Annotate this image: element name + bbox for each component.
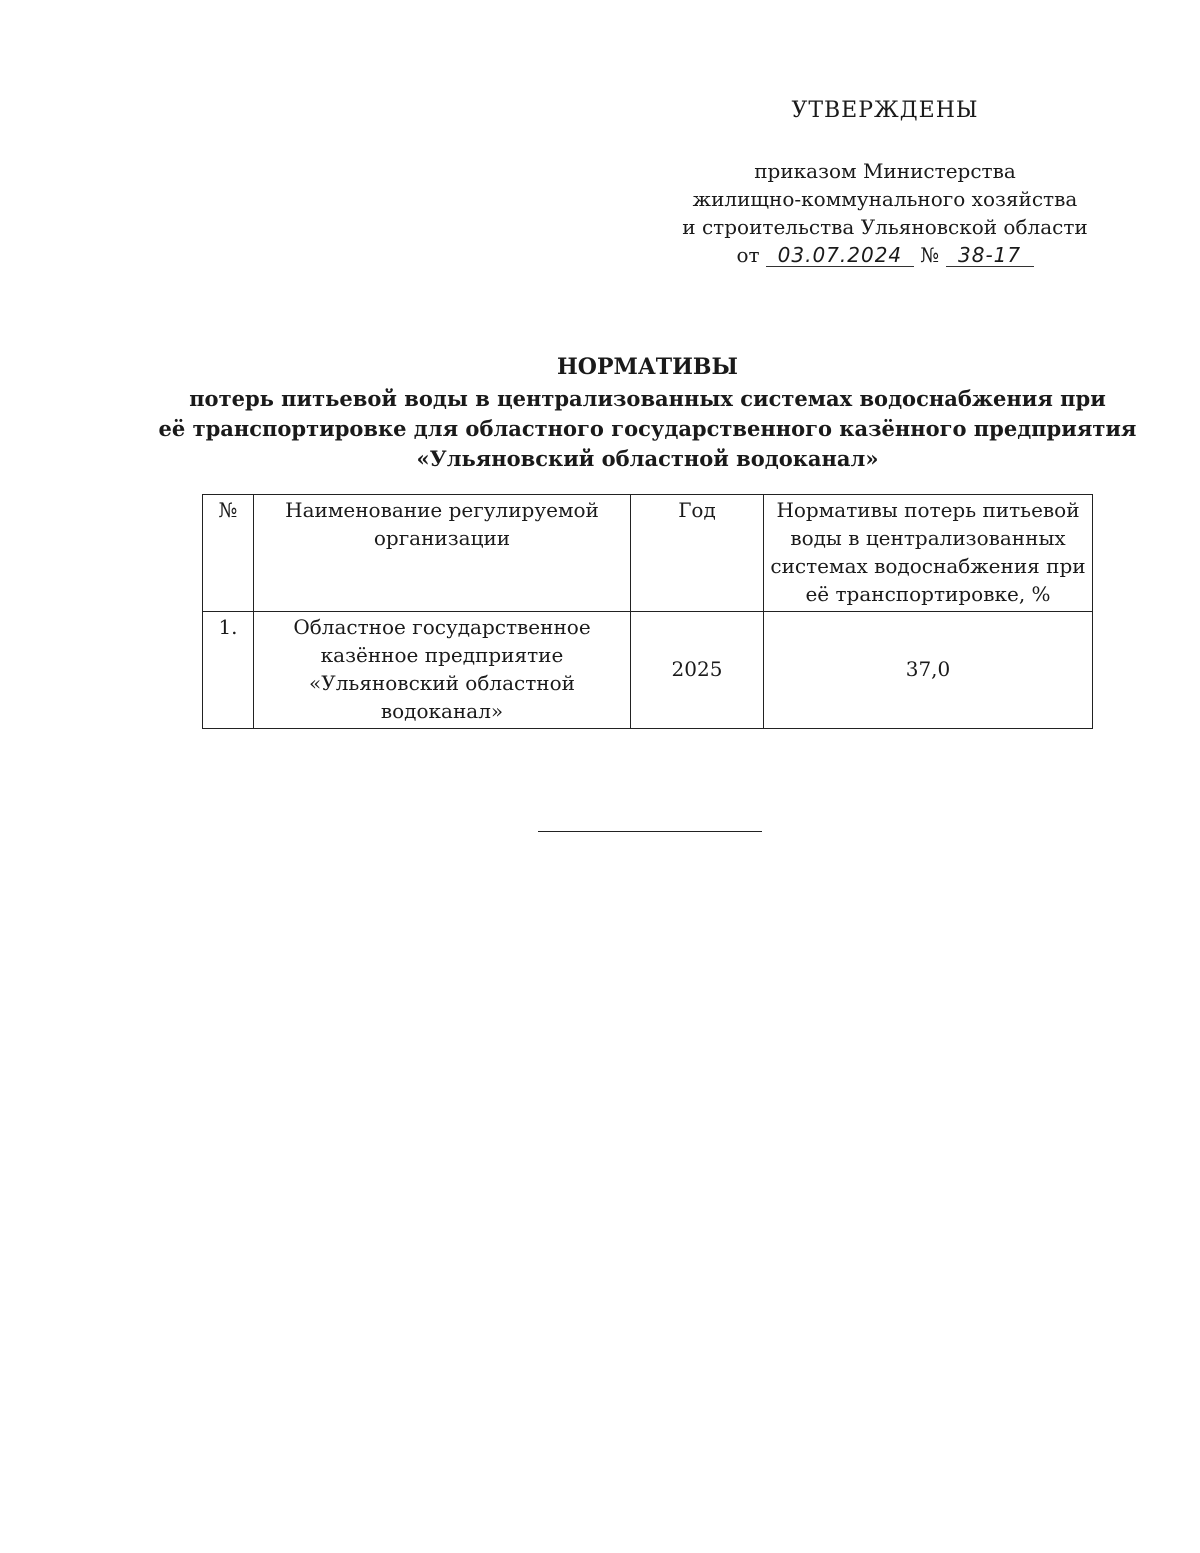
- approval-block: [660, 157, 1110, 269]
- document-subtitle-line-2: её транспортировке для областного государственного казённого предприятия: [158, 416, 1137, 441]
- handwritten-date: 03.07.2024: [766, 244, 914, 267]
- header-year: Год: [631, 495, 764, 612]
- handwritten-number: 38-17: [946, 244, 1034, 267]
- approval-line-region: и строительства Ульяновской области: [682, 215, 1088, 239]
- row-loss-norm: 37,0: [764, 612, 1093, 729]
- table-row: [203, 612, 1093, 729]
- row-number: 1.: [203, 612, 254, 729]
- approval-line-ministry: жилищно-коммунального хозяйства: [692, 187, 1078, 211]
- approval-heading: УТВЕРЖДЕНЫ: [791, 98, 979, 123]
- date-prefix: от: [736, 243, 760, 267]
- document-subtitle-line-3: «Ульяновский областной водоканал»: [416, 446, 879, 471]
- approval-line-order: приказом Министерства: [754, 159, 1016, 183]
- header-number: №: [203, 495, 254, 612]
- number-prefix: №: [920, 243, 940, 267]
- header-organization: Наименование регулируемой организации: [254, 495, 631, 612]
- document-title-block: [150, 352, 1145, 474]
- header-loss-norm: Нормативы потерь питьевой воды в централизованных системах водоснабжения при её транспортировке, %: [764, 495, 1093, 612]
- document-title: НОРМАТИВЫ: [557, 354, 738, 380]
- row-year: 2025: [631, 612, 764, 729]
- approval-date-line: [660, 241, 1110, 269]
- table-header-row: [203, 495, 1093, 612]
- norms-table: [202, 494, 1093, 729]
- row-organization: Областное государственное казённое предприятие «Ульяновский областной водоканал»: [254, 612, 631, 729]
- closing-divider: [538, 831, 762, 832]
- document-subtitle-line-1: потерь питьевой воды в централизованных системах водоснабжения при: [189, 386, 1106, 411]
